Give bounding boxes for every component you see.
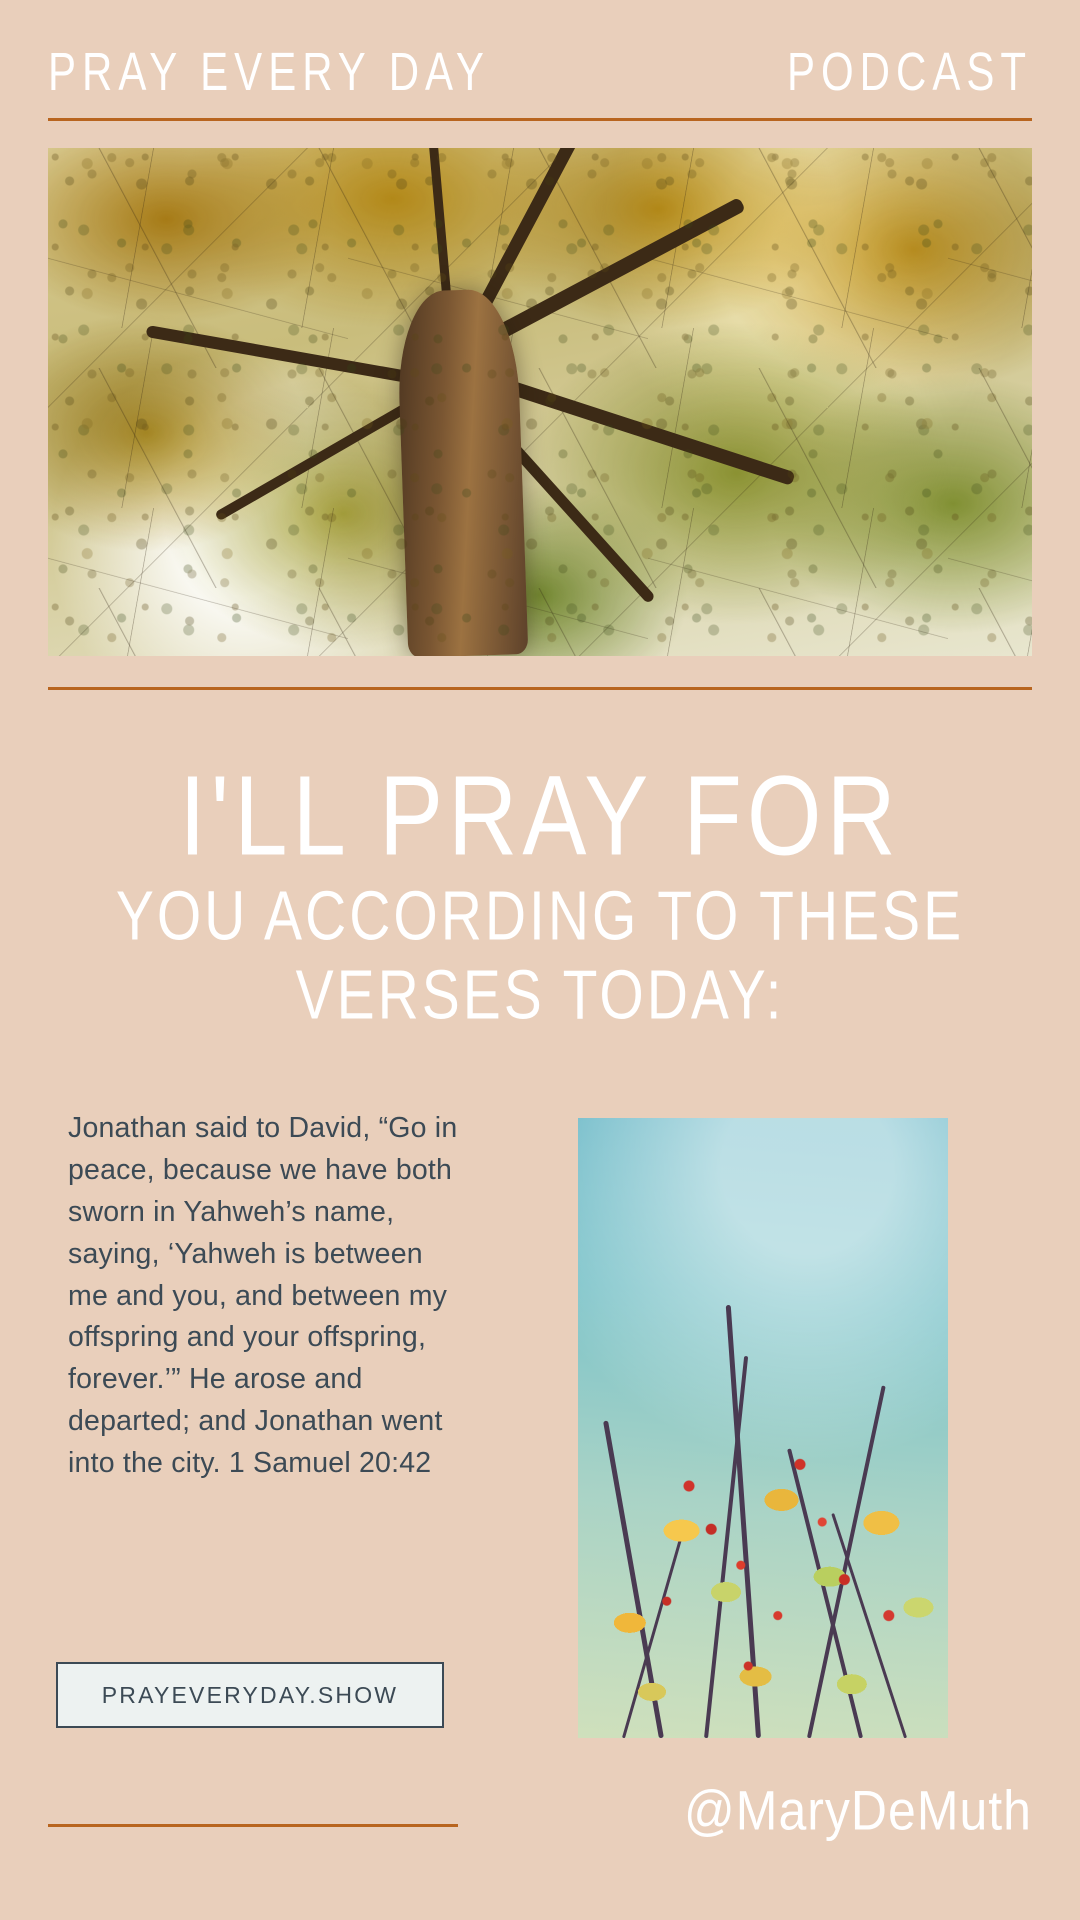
headline-line-2: YOU ACCORDING TO THESE [115,877,965,956]
headline-line-1: I'LL PRAY FOR [179,752,901,880]
divider-top [48,118,1032,121]
verse-text: Jonathan said to David, “Go in peace, because we have both sworn in Yahweh’s name, saying, ‘Yahweh is between me and you, and between my offspring and your offspring, forever.’” He arose and departed; and Jonathan went into the city. 1 Samuel 20:42 [68,1112,458,1480]
brand-title: PRAY EVERY DAY [48,41,490,102]
hero-image [48,148,1032,656]
side-image [578,1118,948,1738]
headline-line-3: VERSES TODAY: [295,956,785,1035]
header [48,42,1032,102]
website-cta-label: PRAYEVERYDAY.SHOW [101,1681,399,1708]
divider-middle [48,687,1032,690]
brand-subtitle: PODCAST [786,41,1032,102]
divider-footer [48,1824,458,1827]
side-image-berries [578,1378,948,1738]
hero-leaves-layer [48,148,1032,656]
social-handle: @MaryDeMuth [684,1779,1032,1842]
page-title [40,752,1040,1035]
website-cta-button[interactable] [56,1662,444,1728]
